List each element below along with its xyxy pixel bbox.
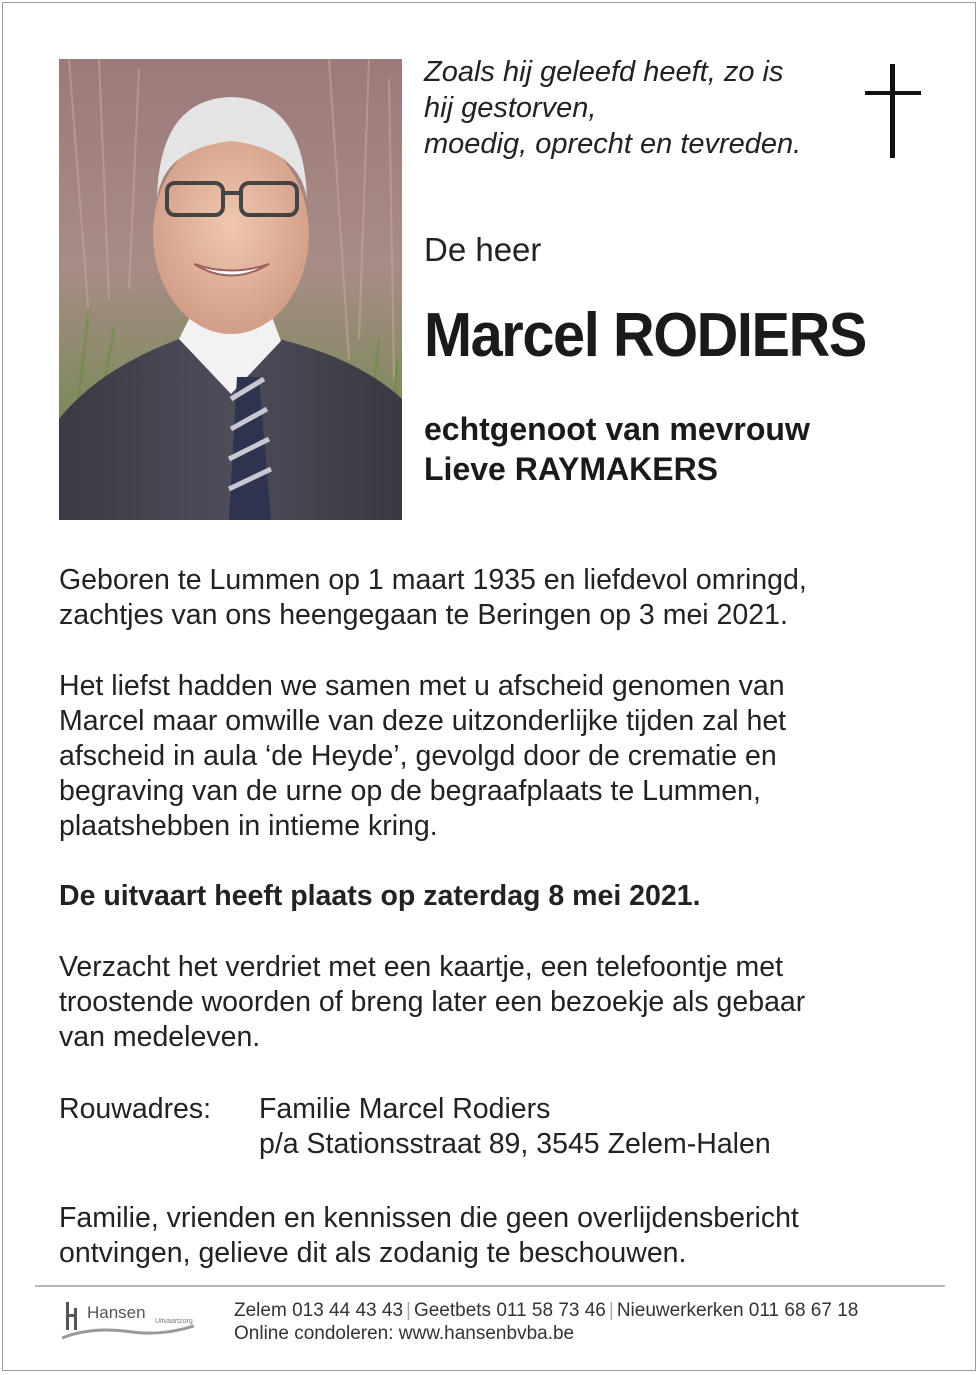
text-line: Marcel maar omwille van deze uitzonderlijke tijden zal het: [59, 705, 787, 737]
spouse-line: echtgenoot van mevrouw: [424, 411, 810, 447]
logo-subtitle: Uitvaartzorg: [155, 1318, 193, 1325]
text-line: troostende woorden of breng later een bezoekje als gebaar: [59, 986, 806, 1018]
address-line: p/a Stationsstraat 89, 3545 Zelem-Halen: [259, 1128, 771, 1160]
office-phones: Zelem 013 44 43 43 | Geetbets 011 58 73 46 | Nieuwerkerken 011 68 67 18: [234, 1300, 859, 1321]
text-line: Verzacht het verdriet met een kaartje, een telefoontje met: [59, 951, 783, 983]
spouse-info: [424, 409, 810, 489]
funeral-date: De uitvaart heeft plaats op zaterdag 8 mei 2021.: [59, 880, 701, 912]
spouse-name: Lieve RAYMAKERS: [424, 451, 719, 487]
hansen-logo: [62, 1298, 202, 1344]
text-line: Geboren te Lummen op 1 maart 1935 en liefdevol omringd,: [59, 564, 807, 596]
office-nieuwerkerken: Nieuwerkerken 011 68 67 18: [616, 1300, 859, 1321]
condolence-link[interactable]: Online condoleren: www.hansenbvba.be: [234, 1323, 575, 1344]
deceased-name: Marcel RODIERS: [424, 301, 866, 370]
motto-line: moedig, oprecht en tevreden.: [424, 128, 802, 160]
footer-contact: [234, 1299, 934, 1345]
address-line: Familie Marcel Rodiers: [259, 1093, 551, 1125]
footer-divider: [35, 1285, 945, 1287]
text-line: Familie, vrienden en kennissen die geen overlijdensbericht: [59, 1202, 799, 1234]
motto-line: Zoals hij geleefd heeft, zo is: [424, 56, 784, 88]
farewell-paragraph: [59, 669, 939, 844]
portrait-photo: [59, 59, 402, 520]
salutation: De heer: [424, 231, 542, 268]
logo-brand: Hansen: [87, 1303, 146, 1322]
address-label: Rouwadres:: [59, 1093, 212, 1125]
office-zelem: Zelem 013 44 43 43: [234, 1300, 404, 1321]
sympathy-paragraph: [59, 950, 939, 1055]
notice-paragraph: [59, 1201, 939, 1271]
text-line: ontvingen, gelieve dit als zodanig te beschouwen.: [59, 1237, 687, 1269]
text-line: Het liefst hadden we samen met u afscheid genomen van: [59, 670, 785, 702]
text-line: begraving van de urne op de begraafplaats te Lummen,: [59, 775, 761, 807]
motto-line: hij gestorven,: [424, 92, 597, 124]
text-line: van medeleven.: [59, 1021, 261, 1053]
text-line: zachtjes van ons heengegaan te Beringen op 3 mei 2021.: [59, 599, 788, 631]
birth-paragraph: [59, 563, 939, 633]
office-geetbets: Geetbets 011 58 73 46: [413, 1300, 606, 1321]
text-line: afscheid in aula ‘de Heyde’, gevolgd door de crematie en: [59, 740, 777, 772]
text-line: plaatshebben in intieme kring.: [59, 810, 438, 842]
cross-icon: [865, 64, 921, 158]
motto-verse: [424, 54, 854, 162]
